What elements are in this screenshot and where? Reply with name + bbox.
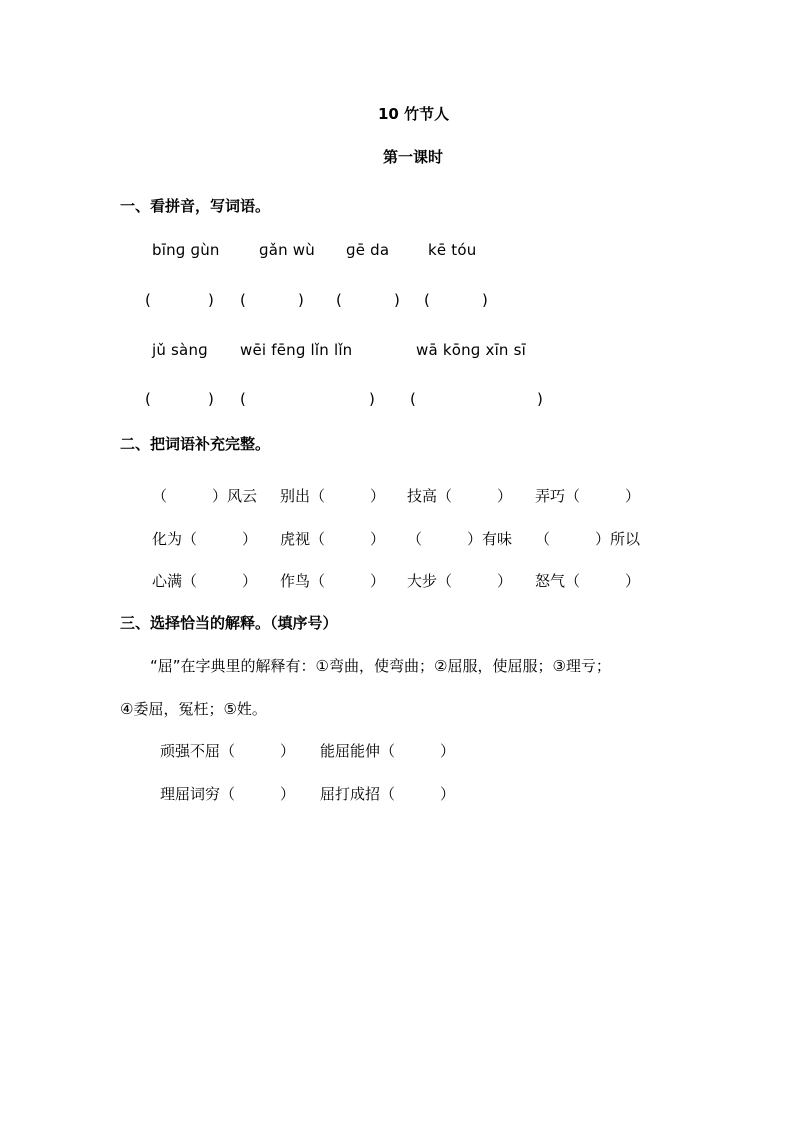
answer-bracket-open: ( bbox=[240, 291, 246, 309]
answer-bracket-close: ) bbox=[537, 390, 543, 408]
answer-bracket-close: ) bbox=[482, 291, 488, 309]
answer-bracket-close: ) bbox=[208, 291, 214, 309]
answer-bracket-open: ( bbox=[410, 390, 416, 408]
idiom-fill-item: 虎视（ ） bbox=[280, 530, 386, 548]
idiom-fill-item: 大步（ ） bbox=[407, 572, 513, 590]
meaning-choice-item: 屈打成招（ ） bbox=[320, 785, 456, 803]
idiom-fill-item: （ ）有味 bbox=[407, 530, 513, 548]
answer-bracket-open: ( bbox=[424, 291, 430, 309]
section2-heading: 二、把词语补充完整。 bbox=[120, 435, 271, 453]
pinyin-gan-wu: ɡǎn wù bbox=[259, 241, 315, 259]
idiom-fill-item: 作鸟（ ） bbox=[280, 572, 386, 590]
idiom-fill-item: 弄巧（ ） bbox=[535, 487, 641, 505]
pinyin-ju-sang: jǔ sànɡ bbox=[152, 341, 208, 359]
section1-heading: 一、看拼音，写词语。 bbox=[120, 197, 271, 215]
section3-heading: 三、选择恰当的解释。（填序号） bbox=[120, 614, 338, 632]
worksheet-title: 10 竹节人 bbox=[378, 105, 450, 123]
idiom-fill-item: 心满（ ） bbox=[152, 572, 258, 590]
answer-bracket-open: ( bbox=[336, 291, 342, 309]
pinyin-wei-feng-lin-lin: wēi fēnɡ lǐn lǐn bbox=[240, 341, 353, 359]
idiom-fill-item: （ ）所以 bbox=[535, 530, 641, 548]
worksheet-subtitle: 第一课时 bbox=[383, 148, 444, 166]
pinyin-ke-tou: kē tóu bbox=[428, 241, 477, 259]
pinyin-ge-da: ɡē da bbox=[346, 241, 390, 259]
meaning-choice-item: 顽强不屈（ ） bbox=[160, 742, 296, 760]
meaning-choice-item: 理屈词穷（ ） bbox=[160, 785, 296, 803]
idiom-fill-item: 怒气（ ） bbox=[535, 572, 641, 590]
pinyin-wa-kong-xin-si: wā kōnɡ xīn sī bbox=[416, 341, 526, 359]
definition-line-2: ④委屈，冤枉；⑤姓。 bbox=[120, 700, 267, 718]
answer-bracket-open: ( bbox=[240, 390, 246, 408]
pinyin-bing-gun: bīnɡ ɡùn bbox=[152, 241, 220, 259]
answer-bracket-close: ) bbox=[369, 390, 375, 408]
definition-line-1: “屈”在字典里的解释有：①弯曲，使弯曲；②屈服，使屈服；③理亏； bbox=[150, 657, 611, 675]
answer-bracket-close: ) bbox=[298, 291, 304, 309]
idiom-fill-item: （ ）风云 bbox=[152, 487, 258, 505]
meaning-choice-item: 能屈能伸（ ） bbox=[320, 742, 456, 760]
idiom-fill-item: 别出（ ） bbox=[280, 487, 386, 505]
answer-bracket-close: ) bbox=[208, 390, 214, 408]
answer-bracket-open: ( bbox=[145, 291, 151, 309]
answer-bracket-open: ( bbox=[145, 390, 151, 408]
idiom-fill-item: 技高（ ） bbox=[407, 487, 513, 505]
idiom-fill-item: 化为（ ） bbox=[152, 530, 258, 548]
answer-bracket-close: ) bbox=[394, 291, 400, 309]
